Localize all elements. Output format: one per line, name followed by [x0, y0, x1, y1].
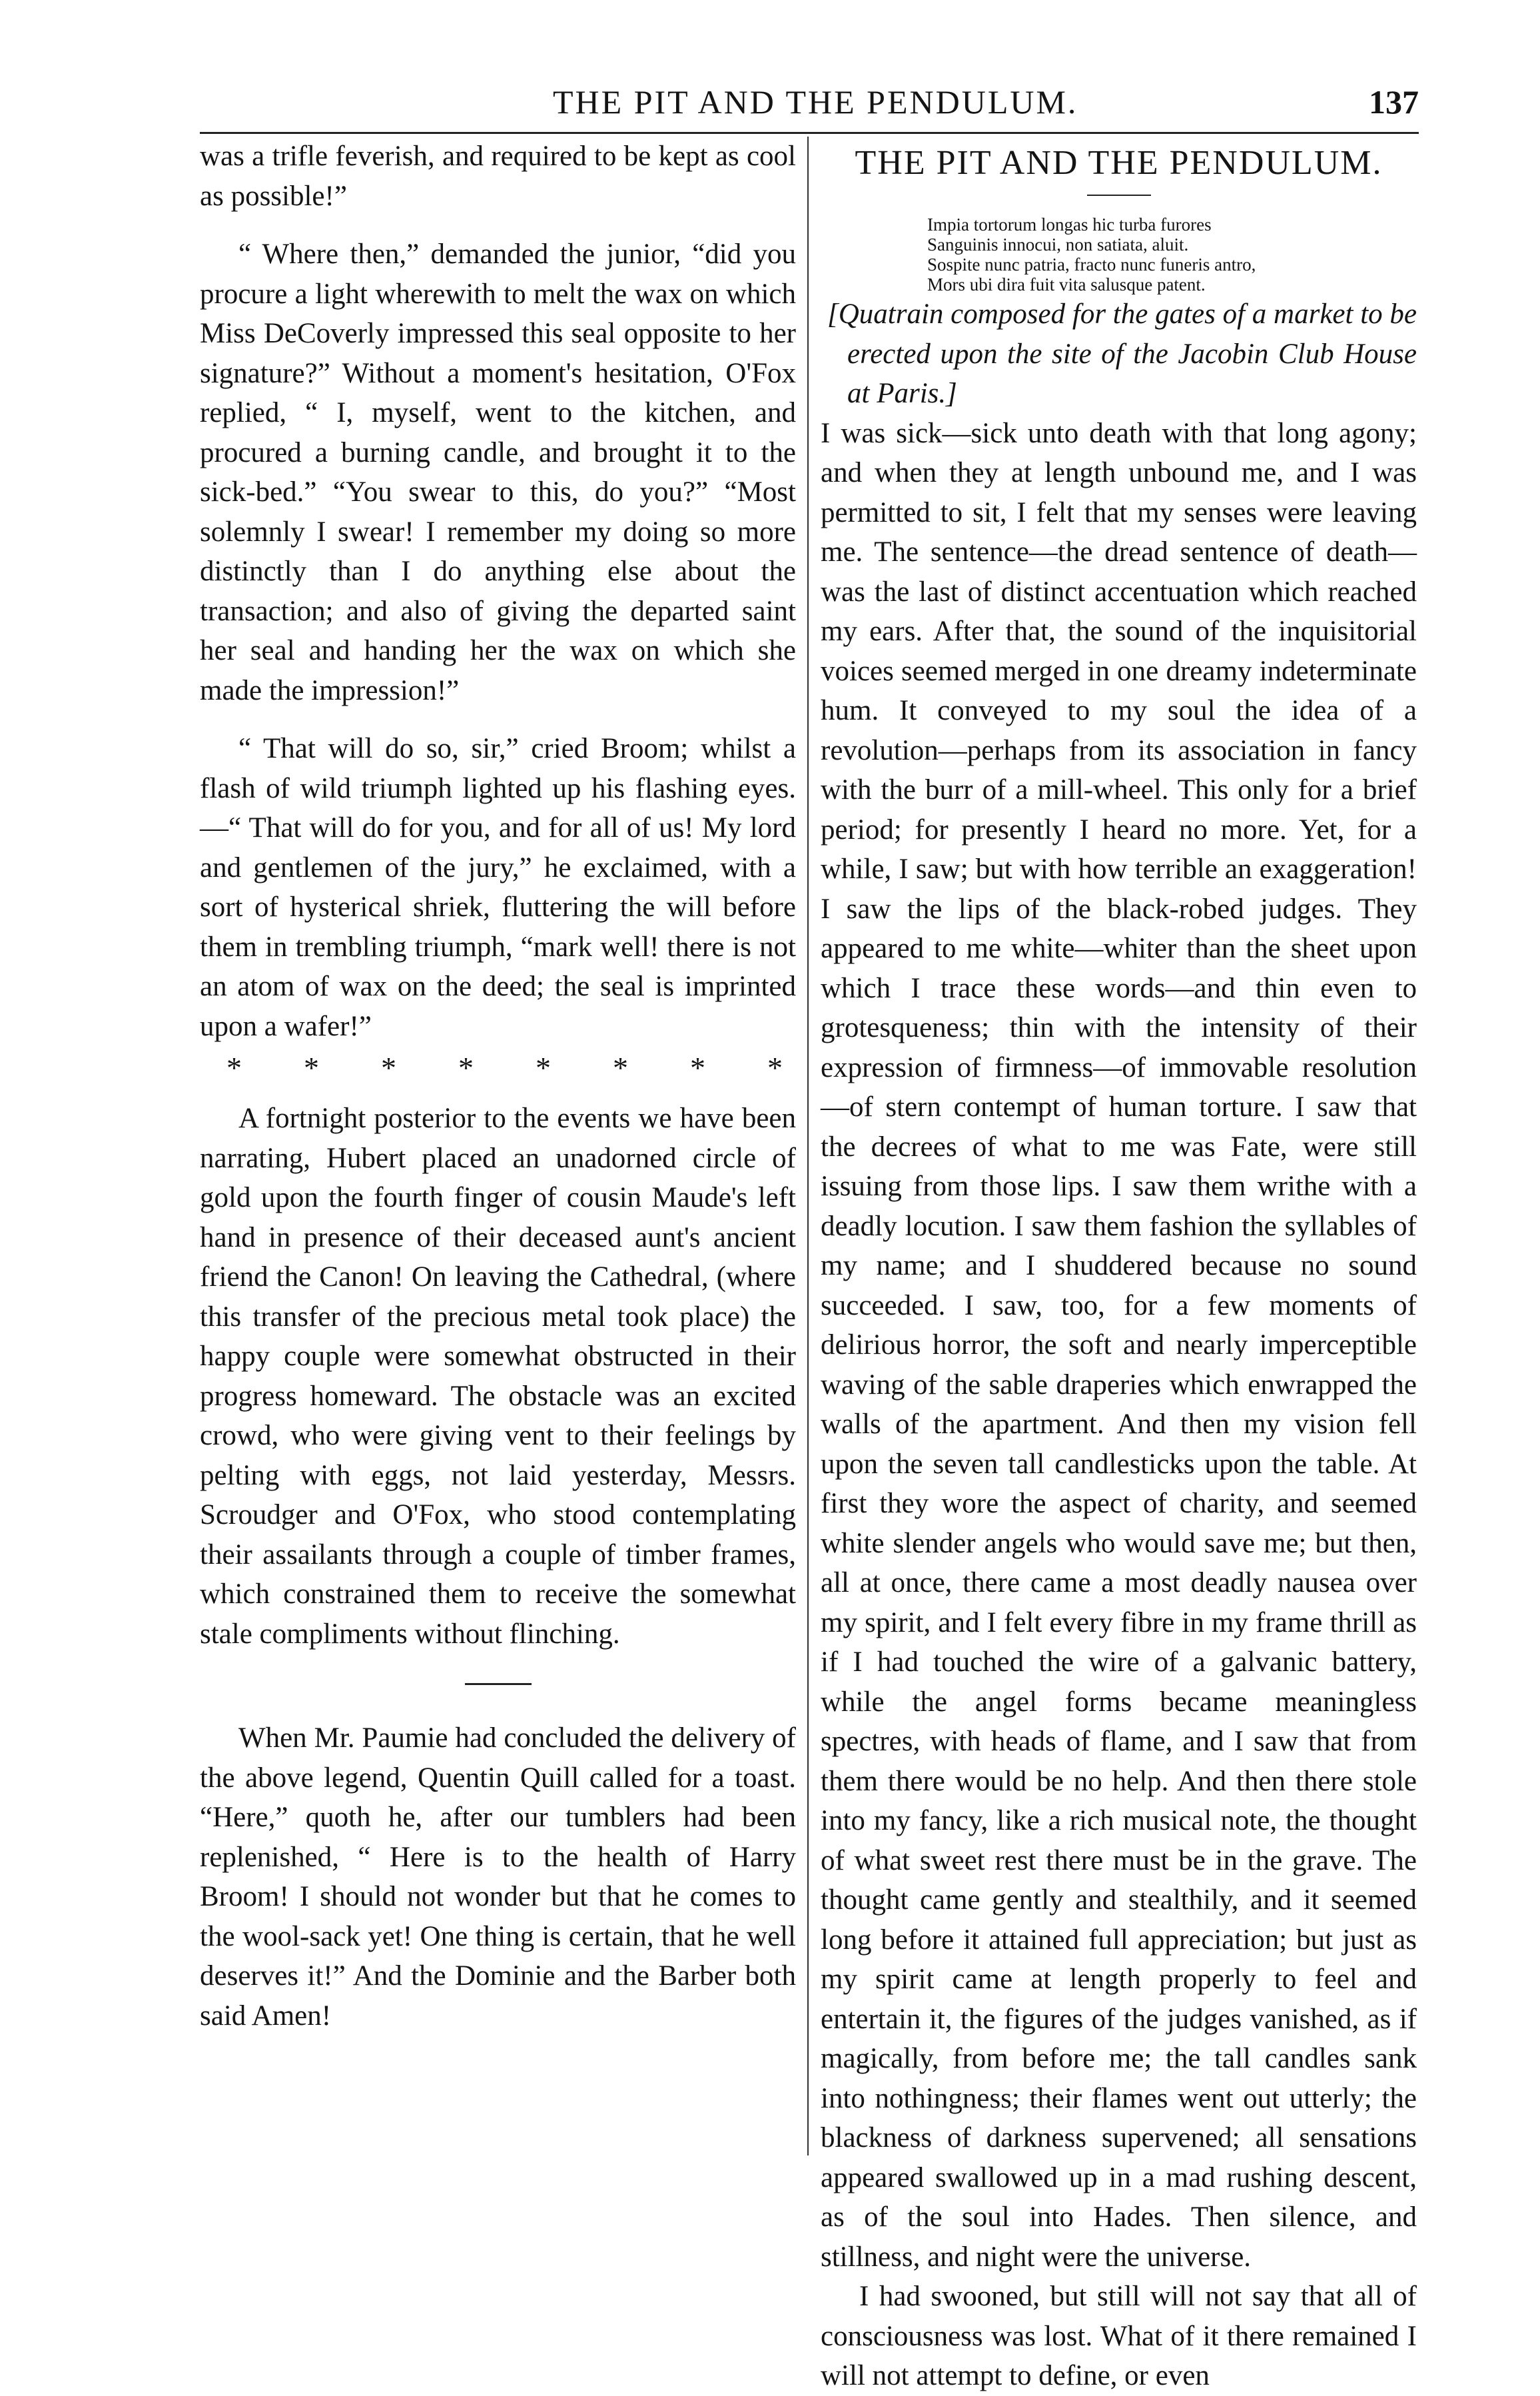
- star: *: [226, 1051, 242, 1085]
- star: *: [536, 1051, 551, 1085]
- right-column: [821, 137, 1417, 2396]
- title-rule: [1087, 195, 1151, 196]
- running-title: THE PIT AND THE PENDULUM.: [553, 83, 1078, 121]
- paragraph: When Mr. Paumie had concluded the delivery of the above legend, Quentin Quill called for a toast. “Here,” quoth he, after our tumblers had been replenished, “ Here is to the health of Harry Broom! I should not wonder but that he comes to the wool-sack yet! One thing is certain, that he well deserves it!” And the Dominie and the Barber both said Amen!: [200, 1722, 796, 2032]
- star: *: [381, 1051, 396, 1085]
- paragraph-gap: [200, 216, 796, 235]
- paragraph: A fortnight posterior to the events we have been narrating, Hubert placed an unadorned circle of gold upon the fourth finger of cousin Maude's left hand in presence of their deceased aunt's ancient friend the Canon! On leaving the Cathedral, (where this transfer of the precious metal took place) the happy couple were somewhat obstructed in their progress homeward. The obstacle was an excited crowd, who were giving vent to their feelings by pelting with eggs, not laid yesterday, Messrs. Scroudger and O'Fox, who stood contemplating their assailants through a couple of timber frames, which constrained them to receive the somewhat stale compliments without flinching.: [200, 1103, 796, 1650]
- epigraph-line: Mors ubi dira fuit vita salusque patent.: [927, 275, 1206, 295]
- star: *: [458, 1051, 474, 1085]
- left-column: [200, 137, 796, 2036]
- star: *: [767, 1051, 783, 1085]
- paragraph: was a trifle feverish, and required to be kept as cool as possible!”: [200, 141, 796, 212]
- page-number: 137: [1369, 83, 1419, 121]
- section-break-stars: [200, 1050, 796, 1085]
- epigraph-line: Impia tortorum longas hic turba furores: [927, 215, 1212, 235]
- star: *: [304, 1051, 319, 1085]
- paragraph: I was sick—sick unto death with that long agony; and when they at length unbound me, and I was permitted to sit, I felt that my senses were leaving me. The sentence—the dread sentence of death—was the last of distinct accentuation which reached my ears. After that, the sound of the inquisitorial voices seemed merged in one dreamy indeterminate hum. It conveyed to my soul the idea of a revolution—perhaps from its association in fancy with the burr of a mill-wheel. This only for a brief period; for presently I heard no more. Yet, for a while, I saw; but with how terrible an exaggeration! I saw the lips of the black-robed judges. They appeared to me white—whiter than the sheet upon which I trace these words—and thin even to grotesqueness; thin with the intensity of their expression of firmness—of immovable resolution—of stern contempt of human torture. I saw that the decrees of what to me was Fate, were still issuing from those lips. I saw them writhe with a deadly locution. I saw them fashion the syllables of my name; and I shuddered because no sound succeeded. I saw, too, for a few moments of delirious horror, the soft and nearly imperceptible waving of the sable draperies which enwrapped the walls of the apartment. And then my vision fell upon the seven tall candlesticks upon the table. At first they wore the aspect of charity, and seemed white slender angels who would save me; but then, all at once, there came a most deadly nausea over my spirit, and I felt every fibre in my frame thrill as if I had touched the wire of a galvanic battery, while the angel forms became meaningless spectres, with heads of flame, and I saw that from them there would be no help. And then there stole into my fancy, like a rich musical note, the thought of what sweet rest there must be in the grave. The thought came gently and stealthily, and it seemed long before it attained full appreciation; but just as my spirit came at length properly to feel and entertain it, the figures of the judges vanished, as if magically, from before me; the tall candles sank into nothingness; their flames went out utterly; the blackness of darkness supervened; all sensations appeared swallowed up in a mad rushing descent, as of the soul into Hades. Then silence, and stillness, and night were the universe.: [821, 417, 1417, 2273]
- section-rule: [465, 1683, 532, 1685]
- epigraph-note: [Quatrain composed for the gates of a market to be erected upon the site of the Jacobin Club House at Paris.]: [827, 299, 1417, 409]
- epigraph-line: Sospite nunc patria, fracto nunc funeris antro,: [927, 255, 1256, 275]
- column-divider: [807, 137, 809, 2155]
- paragraph-gap: [200, 710, 796, 729]
- page-header: [200, 79, 1419, 132]
- header-rule: [200, 132, 1419, 134]
- star: *: [690, 1051, 705, 1085]
- latin-epigraph: [927, 215, 1417, 295]
- story-title: THE PIT AND THE PENDULUM.: [855, 144, 1383, 182]
- epigraph-line: Sanguinis innocui, non satiata, aluit.: [927, 235, 1189, 255]
- paragraph: “ That will do so, sir,” cried Broom; whilst a flash of wild triumph lighted up his flashing eyes.—“ That will do for you, and for all of us! My lord and gentlemen of the jury,” he exclaimed, with a sort of hysterical shriek, fluttering the will before them in trembling triumph, “mark well! there is not an atom of wax on the deed; the seal is imprinted upon a wafer!”: [200, 733, 796, 1042]
- paragraph: I had swooned, but still will not say that all of consciousness was lost. What of it there remained I will not attempt to define, or even: [821, 2281, 1417, 2391]
- star: *: [613, 1051, 628, 1085]
- paragraph: “ Where then,” demanded the junior, “did you procure a light wherewith to melt the wax on which Miss DeCoverly impressed this seal opposite to her signature?” Without a moment's hesitation, O'Fox replied, “ I, myself, went to the kitchen, and procured a burning candle, and brought it to the sick-bed.” “You swear to this, do you?” “Most solemnly I swear! I remember my doing so more distinctly than I do anything else about the transaction; and also of giving the departed saint her seal and handing her the wax on which she made the impression!”: [200, 239, 796, 706]
